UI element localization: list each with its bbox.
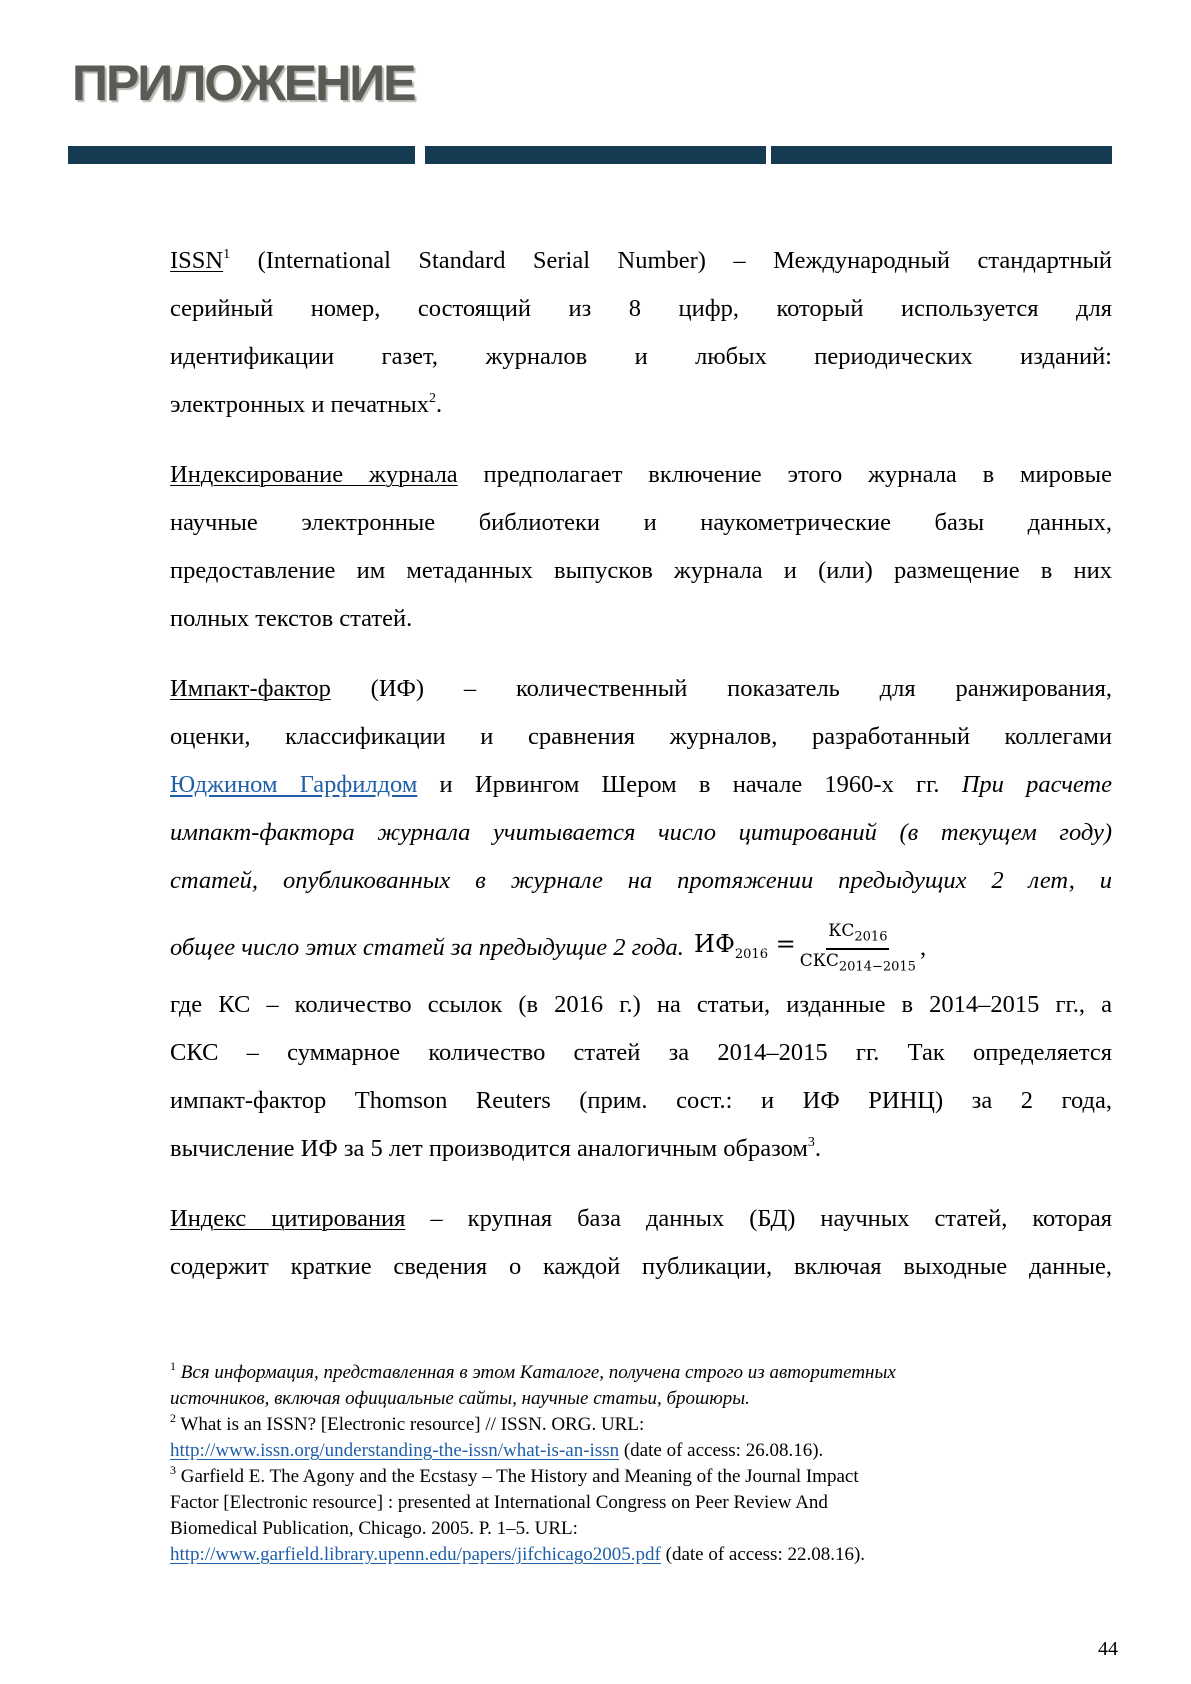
impact-line-10: вычисление ИФ за 5 лет производится аналогичным образом$^3$. [170, 1135, 822, 1162]
footnote-ref-1[interactable]: 1 [223, 247, 231, 262]
footnote-2-line-2: http://www.issn.org/understanding-the-issn/what-is-an-issn (date of access: 26.08.16). [170, 1440, 824, 1461]
issn-url-link[interactable]: http://www.issn.org/understanding-the-issn/what-is-an-issn [170, 1440, 620, 1461]
impact-line-4: импакт-фактора журнала учитывается число цитирований (в текущем году) [170, 819, 1112, 846]
garfield-pdf-link[interactable]: http://www.garfield.library.upenn.edu/papers/jifchicago2005.pdf [170, 1544, 661, 1565]
indexing-line-2: научные электронные библиотеки и наукометрические базы данных, [170, 509, 1112, 536]
impact-line-3: Юджином Гарфилдом и Ирвингом Шером в начале 1960-х гг. При расчете [170, 771, 1113, 798]
formula-fraction: $\frac{КС_{2016}}{СКС_{2014-2015}}$ [799, 921, 916, 975]
impact-line-2: оценки, классификации и сравнения журналов, разработанный коллегами [170, 723, 1112, 750]
footnote-3-line-4: http://www.garfield.library.upenn.edu/papers/jifchicago2005.pdf (date of access: 22.08.16). [170, 1544, 866, 1565]
footnote-3-line-1: $^3$ Garfield E. The Agony and the Ecstasy – The History and Meaning of the Journal Impact [170, 1463, 859, 1487]
impact-line-8: СКС – суммарное количество статей за 2014–2015 гг. Так определяется [170, 1039, 1112, 1066]
impact-line-6: общее число этих статей за предыдущие 2 года. $ИФ_{2016}$ = $\frac{КС_{2016}}{СКС_{2014-2015}}$ , [170, 920, 1112, 968]
footnote-ref-2[interactable]: 2 [429, 391, 437, 406]
header-divider-bar-1 [68, 146, 415, 164]
footnote-1-line-2: источников, включая официальные сайты, научные статьи, брошюры. [170, 1388, 750, 1409]
impact-line-1: Импакт-фактор (ИФ) – количественный показатель для ранжирования, [170, 675, 1112, 702]
footnote-ref-3[interactable]: 3 [807, 1135, 815, 1150]
impact-line-9: импакт-фактор Thomson Reuters (прим. сост.: и ИФ РИНЦ) за 2 года, [170, 1087, 1112, 1114]
indexing-term: Индексирование журнала [170, 461, 458, 488]
indexing-line-4: полных текстов статей. [170, 605, 413, 632]
issn-line-2: серийный номер, состоящий из 8 цифр, который используется для [170, 295, 1112, 322]
indexing-line-3: предоставление им метаданных выпусков журнала и (или) размещение в них [170, 557, 1112, 584]
header-divider-bar-3 [771, 146, 1112, 164]
issn-term: ISSN [170, 247, 224, 274]
issn-line-4: электронных и печатных$^2$. [170, 391, 443, 418]
footnote-1-line-1: $^1$ Вся информация, представленная в этом Каталоге, получена строго из авторитетных [170, 1359, 896, 1383]
indexing-line-1: Индексирование журнала предполагает включение этого журнала в мировые [170, 461, 1112, 488]
impact-line-5: статей, опубликованных в журнале на протяжении предыдущих 2 лет, и [170, 867, 1112, 894]
issn-line-3: идентификации газет, журналов и любых периодических изданий: [170, 343, 1112, 370]
citation-index-line-1: Индекс цитирования – крупная база данных (БД) научных статей, которая [170, 1205, 1112, 1232]
header-divider-bar-2 [425, 146, 766, 164]
impact-term: Импакт-фактор [170, 675, 331, 702]
footnote-2-line-1: $^2$ What is an ISSN? [Electronic resource] // ISSN. ORG. URL: [170, 1411, 645, 1435]
page-title: ПРИЛОЖЕНИЕ [72, 55, 415, 111]
impact-factor-formula: $ИФ_{2016}$ = [694, 930, 796, 962]
footnote-3-line-3: Biomedical Publication, Chicago. 2005. P. 1–5. URL: [170, 1518, 578, 1539]
garfield-link[interactable]: Юджином Гарфилдом [170, 771, 418, 798]
page-number: 44 [1098, 1638, 1118, 1660]
issn-line-1: ISSN$^1$ (International Standard Serial Number) – Международный стандартный [170, 247, 1112, 274]
citation-index-line-2: содержит краткие сведения о каждой публикации, включая выходные данные, [170, 1253, 1112, 1280]
impact-line-7: где КС – количество ссылок (в 2016 г.) на статьи, изданные в 2014–2015 гг., а [170, 991, 1112, 1018]
footnote-3-line-2: Factor [Electronic resource] : presented at International Congress on Peer Review And [170, 1492, 828, 1513]
citation-index-term: Индекс цитирования [170, 1205, 406, 1232]
